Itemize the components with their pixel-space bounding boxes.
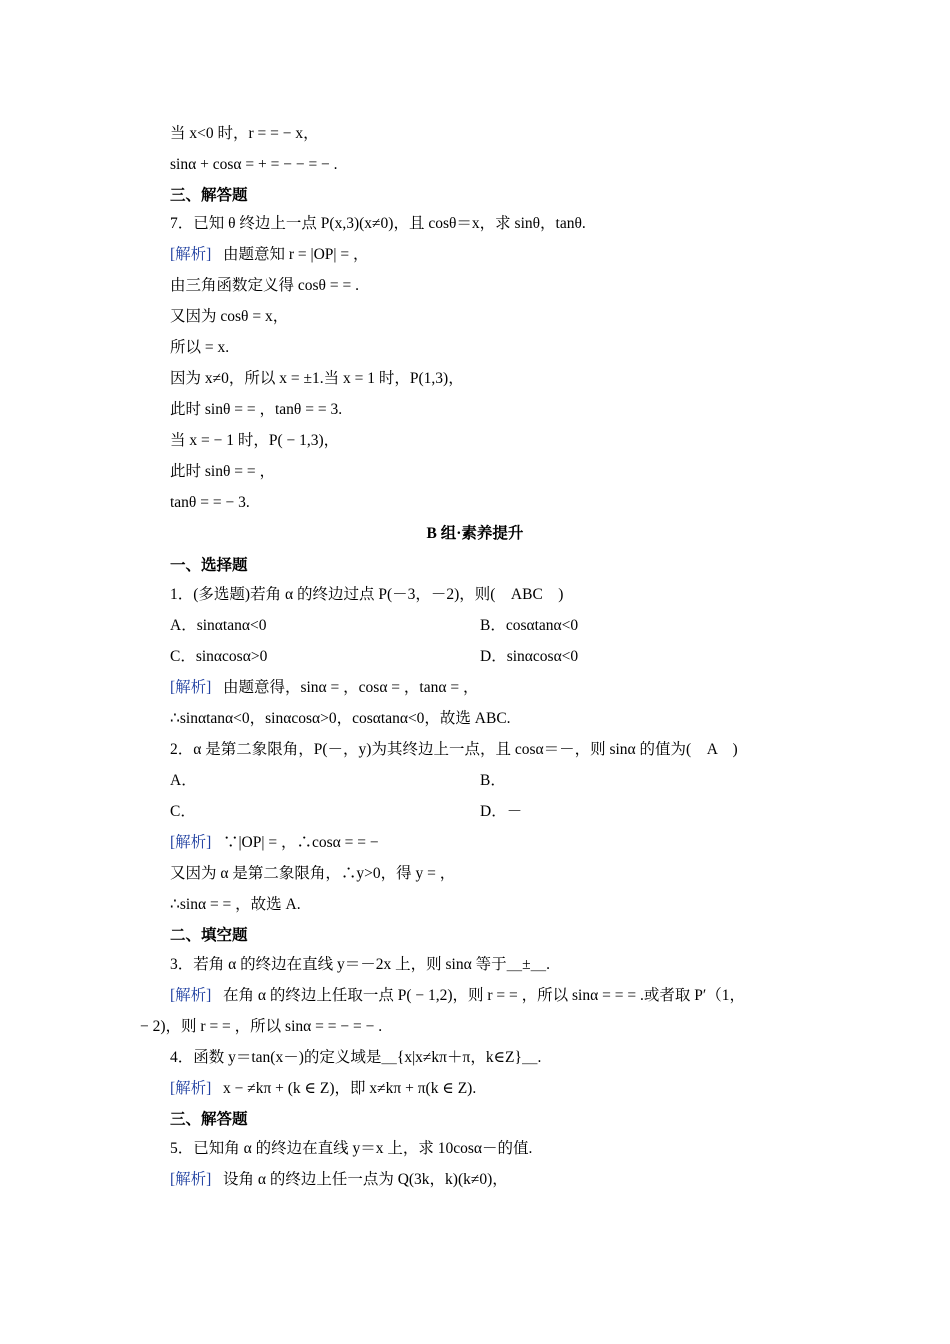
analysis-line [170, 986, 745, 1006]
text-line: 所以 = x. [170, 339, 230, 356]
section-heading: 一、选择题 [170, 557, 248, 574]
question-text: 7．已知 θ 终边上一点 P(x,3)(x≠0)，且 cosθ＝x，求 sinθ，tanθ. [170, 215, 586, 232]
text-line: sinα + cosα = + = − − = − . [170, 156, 338, 173]
text-line: 由三角函数定义得 cosθ = = . [170, 277, 359, 294]
analysis-label: [解析] [170, 679, 212, 696]
option-d: D．sinαcosα<0 [480, 648, 579, 665]
option-b: B．cosαtanα<0 [480, 617, 579, 634]
option-a: A．sinαtanα<0 [170, 617, 267, 634]
question-text: 3．若角 α 的终边在直线 y＝－2x 上，则 sinα 等于＿±＿. [170, 956, 550, 973]
analysis-label: [解析] [170, 1080, 212, 1097]
analysis-line [170, 245, 369, 265]
question-text: 2．α 是第二象限角，P(－，y)为其终边上一点，且 cosα＝－，则 sinα 的值为( A ) [170, 741, 738, 758]
text-line: 当 x = − 1 时，P( − 1,3)， [170, 432, 340, 449]
option-a: A． [170, 772, 197, 789]
text-line: 又因为 α 是第二象限角，∴y>0，得 y = ， [170, 865, 456, 882]
analysis-line [170, 1079, 476, 1099]
question-text: 4．函数 y＝tan(x－)的定义域是＿{x|x≠kπ＋π，k∈Z}＿. [170, 1049, 542, 1066]
text-line: ∴sinα = = ，故选 A. [170, 896, 301, 913]
group-title: B 组·素养提升 [426, 525, 524, 542]
text-line: tanθ = = − 3. [170, 494, 250, 511]
analysis-label: [解析] [170, 834, 212, 851]
section-heading: 二、填空题 [170, 927, 248, 944]
analysis-text: ∵|OP| = ，∴cosα = = − [222, 834, 379, 851]
analysis-text: 由题意知 r = |OP| = ， [222, 246, 369, 263]
text-line: 又因为 cosθ = x， [170, 308, 289, 325]
analysis-label: [解析] [170, 246, 212, 263]
text-line: 因为 x≠0，所以 x = ±1.当 x = 1 时，P(1,3)， [170, 370, 464, 387]
section-heading: 三、解答题 [170, 187, 248, 204]
analysis-text: 在角 α 的终边上任取一点 P( − 1,2)，则 r = = ，所以 sinα = = = .或者取 P′（1， [222, 987, 745, 1004]
text-line: 此时 sinθ = = ， [170, 463, 275, 480]
option-b: B． [480, 772, 506, 789]
text-line: 此时 sinθ = = ，tanθ = = 3. [170, 401, 343, 418]
section-heading: 三、解答题 [170, 1111, 248, 1128]
analysis-text: 由题意得，sinα = ，cosα = ，tanα = ， [222, 679, 479, 696]
question-text: 5．已知角 α 的终边在直线 y＝x 上，求 10cosα－的值. [170, 1140, 533, 1157]
text-line: − 2)，则 r = = ，所以 sinα = = − = − . [140, 1018, 383, 1035]
option-c: C．sinαcosα>0 [170, 648, 268, 665]
analysis-line [170, 678, 478, 698]
analysis-line [170, 833, 379, 853]
analysis-label: [解析] [170, 987, 212, 1004]
analysis-label: [解析] [170, 1171, 212, 1188]
analysis-text: x − ≠kπ + (k ∈ Z)，即 x≠kπ + π(k ∈ Z). [222, 1080, 477, 1097]
option-c: C． [170, 803, 196, 820]
text-line: ∴sinαtanα<0，sinαcosα>0，cosαtanα<0，故选 ABC. [170, 710, 511, 727]
analysis-text: 设角 α 的终边上任一点为 Q(3k，k)(k≠0)， [222, 1171, 508, 1188]
question-text: 1．(多选题)若角 α 的终边过点 P(－3，－2)，则( ABC ) [170, 586, 564, 603]
analysis-line [170, 1170, 508, 1190]
text-line: 当 x<0 时，r = = − x， [170, 125, 319, 142]
option-d: D．－ [480, 803, 523, 820]
